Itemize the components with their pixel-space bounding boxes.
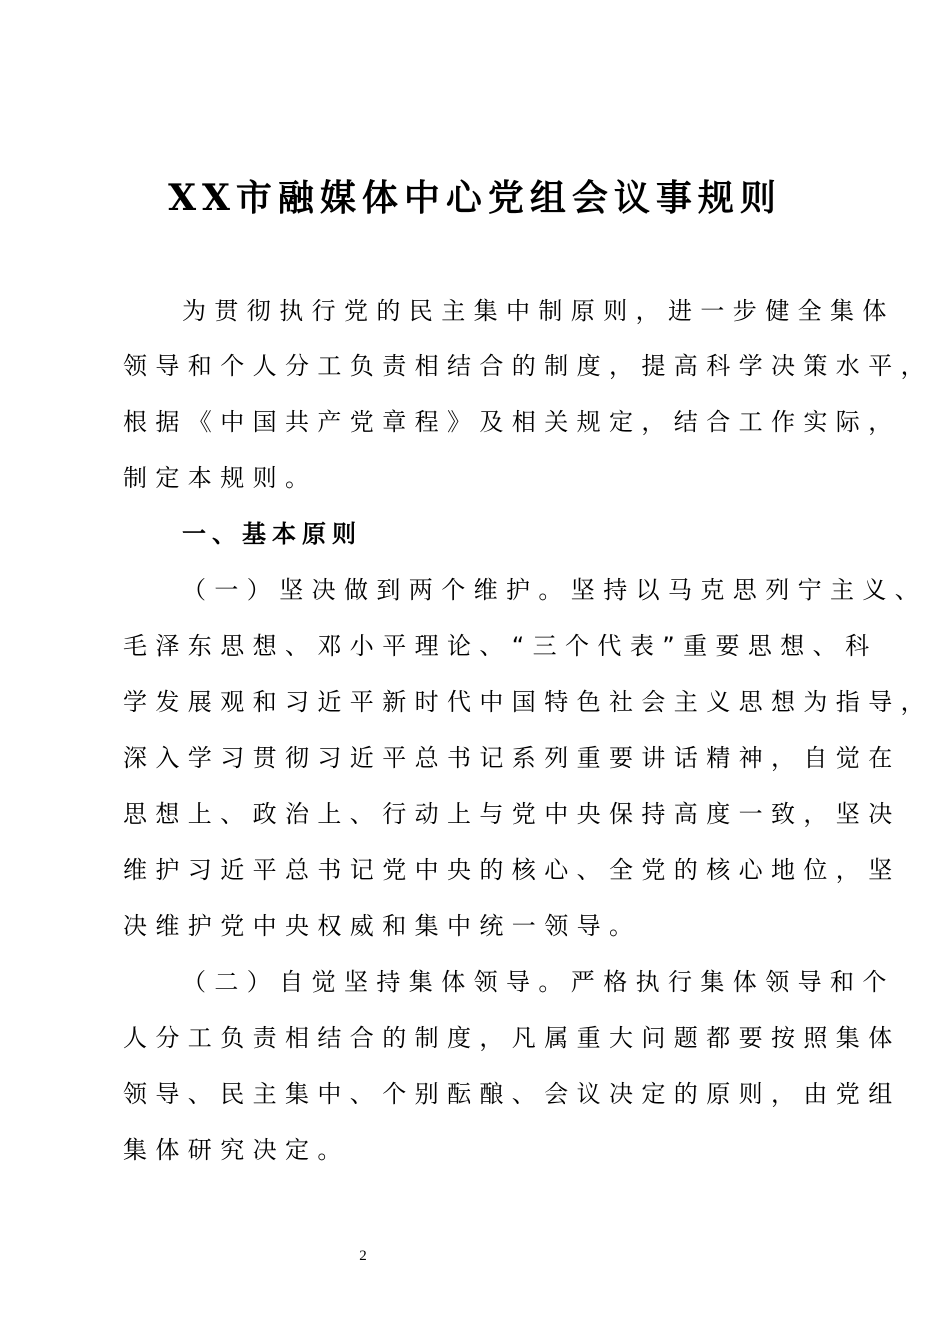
item-1-line: 毛泽东思想、邓小平理论、“三个代表”重要思想、科 [123,632,878,660]
section-heading: 一、基本原则 [182,520,362,548]
item-2-line: 领导、民主集中、个别酝酿、会议决定的原则，由党组 [123,1080,901,1108]
item-1-line: 学发展观和习近平新时代中国特色社会主义思想为指导， [123,688,933,716]
item-1-line: 思想上、政治上、行动上与党中央保持高度一致，坚决 [123,800,901,828]
item-1-line: 维护习近平总书记党中央的核心、全党的核心地位，坚 [123,856,901,884]
page-number: 2 [359,1248,367,1264]
item-2-line: 集体研究决定。 [123,1136,350,1164]
document-title: XX市融媒体中心党组会议事规则 [168,177,782,219]
item-2-line: （二）自觉坚持集体领导。严格执行集体领导和个 [182,968,895,996]
item-1-line: （一）坚决做到两个维护。坚持以马克思列宁主义、 [182,576,928,604]
item-1-line: 决维护党中央权威和集中统一领导。 [123,912,642,940]
intro-line: 领导和个人分工负责相结合的制度，提高科学决策水平， [123,352,933,380]
intro-line: 制定本规则。 [123,464,318,492]
item-1-line: 深入学习贯彻习近平总书记系列重要讲话精神，自觉在 [123,744,901,772]
item-2-line: 人分工负责相结合的制度，凡属重大问题都要按照集体 [123,1024,901,1052]
intro-line: 为贯彻执行党的民主集中制原则，进一步健全集体 [182,297,895,325]
intro-line: 根据《中国共产党章程》及相关规定，结合工作实际， [123,408,901,436]
